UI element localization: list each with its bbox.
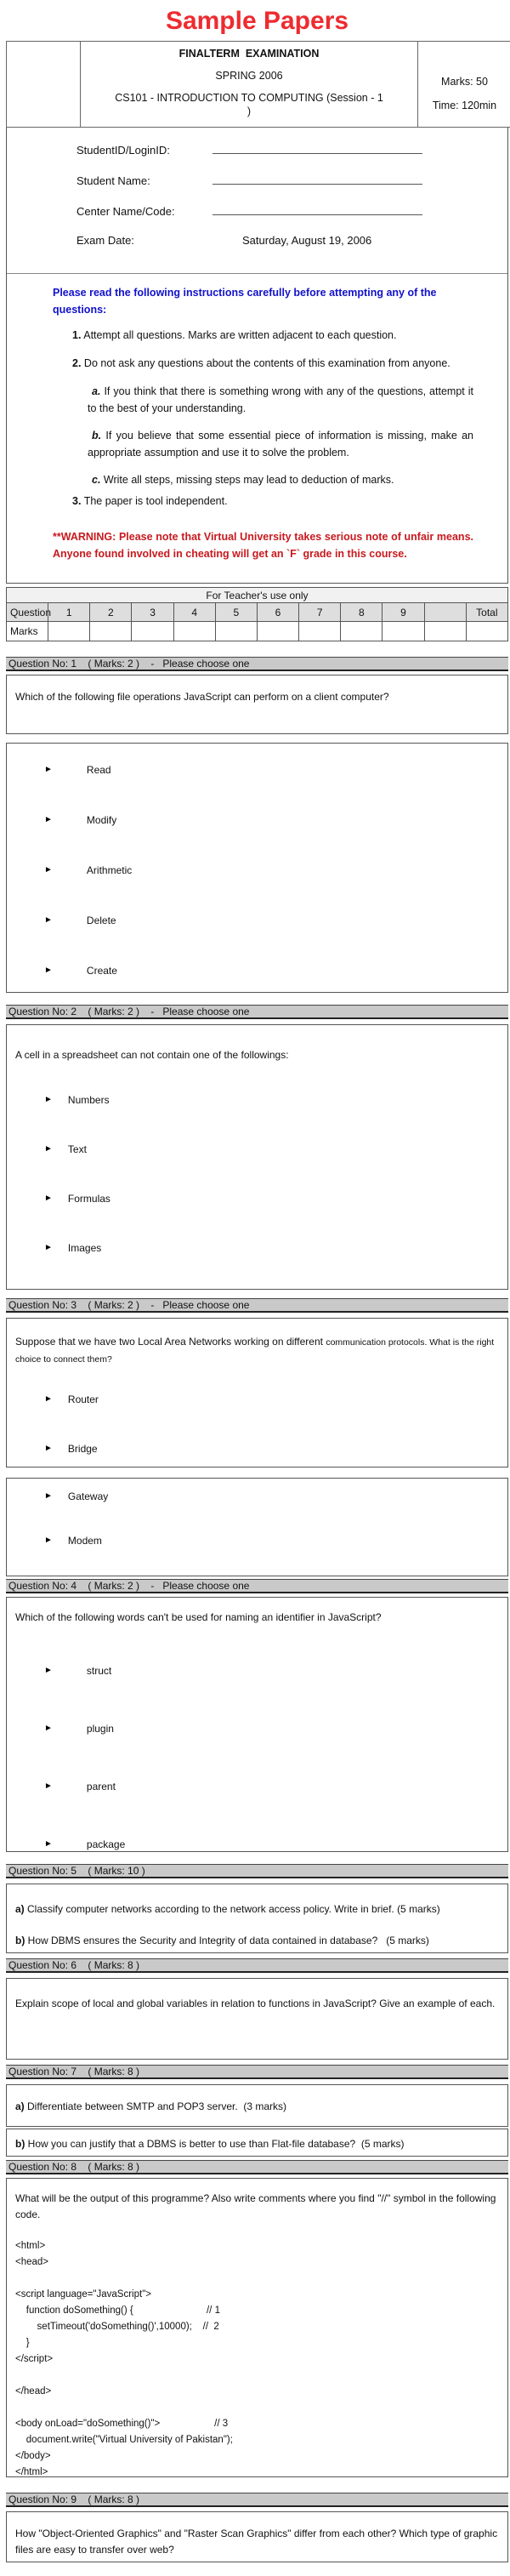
part-b-text: How DBMS ensures the Security and Integrity of data contained in database? (5 marks) <box>25 1935 429 1946</box>
instruction-3-text: The paper is tool independent. <box>84 495 228 507</box>
option-arrow-icon: ► <box>44 1143 53 1155</box>
question-4-box <box>6 1597 508 1852</box>
question-9-header: Question No: 9 ( Marks: 8 ) <box>6 2493 508 2507</box>
question-3-option-bridge[interactable] <box>7 1443 507 1455</box>
option-arrow-icon: ► <box>44 1094 53 1106</box>
marks-cell-q9[interactable] <box>382 622 424 641</box>
exam-paper <box>6 5 508 2562</box>
question-8-text: What will be the output of this programme? Also write comments where you find "//" symbol in the following code. <box>7 2191 507 2223</box>
instruction-2-number: 2. <box>72 357 81 369</box>
option-arrow-icon: ► <box>44 1193 53 1205</box>
question-1-header: Question No: 1 ( Marks: 2 ) - Please choose one <box>6 657 508 671</box>
option-label: Router <box>68 1393 99 1405</box>
option-label: Numbers <box>68 1094 110 1106</box>
header-marks-cell <box>418 42 510 128</box>
student-name-input-line[interactable] <box>212 173 422 185</box>
col-q2: 2 <box>90 603 132 622</box>
col-q6: 6 <box>257 603 298 622</box>
question-1-options-box <box>6 743 508 993</box>
code-line: <body onLoad="doSomething()"> // 3 <box>15 2416 499 2432</box>
question-2-option-text[interactable] <box>7 1143 507 1155</box>
code-line: } <box>15 2335 499 2351</box>
instructions-section <box>7 274 507 562</box>
option-arrow-icon: ► <box>44 1393 53 1405</box>
col-q5: 5 <box>215 603 257 622</box>
option-label: Read <box>87 764 111 776</box>
question-4-section <box>6 1579 508 1852</box>
instruction-2c-letter: c. <box>92 474 100 486</box>
code-line: function doSomething() { // 1 <box>15 2303 499 2319</box>
part-a-label: a) <box>15 2100 25 2112</box>
exam-course-wrap: ) <box>81 105 417 118</box>
instruction-2c-text: Write all steps, missing steps may lead to deduction of marks. <box>104 474 394 486</box>
code-line: document.write("Virtual University of Pakistan"); <box>15 2432 499 2448</box>
question-7-box-a <box>6 2084 508 2127</box>
col-q4: 4 <box>173 603 215 622</box>
option-label: Modify <box>87 814 116 826</box>
part-b-label: b) <box>15 2138 25 2150</box>
exam-date-label: Exam Date: <box>76 234 212 247</box>
option-label: struct <box>87 1665 111 1677</box>
code-line: </script> <box>15 2351 499 2368</box>
col-q7: 7 <box>299 603 341 622</box>
question-9-box <box>6 2511 508 2562</box>
option-arrow-icon: ► <box>44 1665 53 1677</box>
instruction-2b-text: If you believe that some essential piece of information is missing, make an appropriate assumption and use it to solve the problem. <box>88 430 473 459</box>
question-5-box <box>6 1884 508 1953</box>
option-arrow-icon: ► <box>44 915 53 926</box>
option-label: Modem <box>68 1535 102 1547</box>
code-line: </body> <box>15 2448 499 2465</box>
option-arrow-icon: ► <box>44 764 53 776</box>
option-label: Create <box>87 965 117 977</box>
code-line: <head> <box>15 2254 499 2271</box>
code-line: <script language="JavaScript"> <box>15 2287 499 2303</box>
question-9-text: How "Object-Oriented Graphics" and "Raster Scan Graphics" differ from each other? Which type of graphic files are easy to transfer over web? <box>7 2526 507 2558</box>
marks-cell-q7[interactable] <box>299 622 341 641</box>
exam-info-box <box>6 128 508 584</box>
question-2-option-numbers[interactable] <box>7 1094 507 1106</box>
instruction-2b-letter: b. <box>92 430 101 442</box>
instruction-1-number: 1. <box>72 329 81 341</box>
question-1-text-box <box>6 675 508 734</box>
option-label: Formulas <box>68 1193 110 1205</box>
exam-time: Time: 120min <box>418 99 510 113</box>
exam-date-value: Saturday, August 19, 2006 <box>242 234 371 247</box>
exam-title: FINALTERM EXAMINATION <box>81 47 417 61</box>
code-line <box>15 2400 499 2416</box>
code-line: setTimeout('doSomething()',10000); // 2 <box>15 2319 499 2335</box>
instruction-2-text: Do not ask any questions about the contents of this examination from anyone. <box>84 357 450 369</box>
studentid-input-line[interactable] <box>212 142 422 154</box>
col-q3: 3 <box>132 603 173 622</box>
question-6-header: Question No: 6 ( Marks: 8 ) <box>6 1958 508 1973</box>
question-4-option-struct[interactable] <box>7 1665 507 1677</box>
option-label: parent <box>87 1781 116 1792</box>
question-1-option-read[interactable] <box>7 764 507 776</box>
question-4-text: Which of the following words can't be used for naming an identifier in JavaScript? <box>7 1610 507 1626</box>
question-4-header: Question No: 4 ( Marks: 2 ) - Please choose one <box>6 1579 508 1593</box>
exam-marks: Marks: 50 <box>418 75 510 89</box>
question-8-header: Question No: 8 ( Marks: 8 ) <box>6 2160 508 2174</box>
col-total: Total <box>466 603 507 622</box>
question-5-header: Question No: 5 ( Marks: 10 ) <box>6 1864 508 1878</box>
header-empty-cell <box>7 42 81 128</box>
question-1-option-modify[interactable] <box>7 814 507 826</box>
option-arrow-icon: ► <box>44 1838 53 1850</box>
instruction-2 <box>49 355 473 372</box>
exam-term: SPRING 2006 <box>81 69 417 83</box>
marks-cell-q2[interactable] <box>90 622 132 641</box>
question-3-text-main: Suppose that we have two Local Area Networks working on different <box>15 1336 326 1348</box>
question-6-text: Explain scope of local and global variables in relation to functions in JavaScript? Give an example of each. <box>7 1996 507 2012</box>
marks-cell-q4[interactable] <box>173 622 215 641</box>
question-4-option-parent[interactable] <box>7 1781 507 1792</box>
question-1-option-arithmetic[interactable] <box>7 864 507 876</box>
option-arrow-icon: ► <box>44 1443 53 1455</box>
marks-cell-q8[interactable] <box>341 622 382 641</box>
option-label: plugin <box>87 1723 114 1735</box>
option-arrow-icon: ► <box>44 1723 53 1735</box>
option-arrow-icon: ► <box>44 965 53 977</box>
marks-cell-q1[interactable] <box>48 622 90 641</box>
option-label: Images <box>68 1242 101 1254</box>
question-8-section <box>6 2160 508 2477</box>
instruction-2a-text: If you think that there is something wrong with any of the questions, attempt it to the best of your understanding. <box>88 385 473 414</box>
question-5-part-a <box>7 1901 507 1918</box>
exam-header-table <box>6 41 510 128</box>
instruction-2a <box>88 383 473 417</box>
exam-course: CS101 - INTRODUCTION TO COMPUTING (Session - 1 <box>81 91 417 105</box>
option-label: Bridge <box>68 1443 98 1455</box>
part-b-label: b) <box>15 1935 25 1946</box>
option-label: Text <box>68 1143 87 1155</box>
question-2-option-images[interactable] <box>7 1242 507 1254</box>
question-7-section <box>6 2065 508 2157</box>
question-3-option-router[interactable] <box>7 1393 507 1405</box>
code-line <box>15 2271 499 2287</box>
instruction-2c <box>88 471 473 488</box>
question-1-section <box>6 657 508 993</box>
question-1-text: Which of the following file operations JavaScript can perform on a client computer? <box>7 689 507 705</box>
question-3-header: Question No: 3 ( Marks: 2 ) - Please choose one <box>6 1298 508 1313</box>
question-2-text: A cell in a spreadsheet can not contain one of the followings: <box>7 1047 507 1063</box>
option-arrow-icon: ► <box>44 814 53 826</box>
center-name-input-line[interactable] <box>212 203 422 215</box>
question-5-section <box>6 1864 508 1953</box>
part-a-text: Differentiate between SMTP and POP3 server. (3 marks) <box>25 2100 286 2112</box>
question-row-header: Question <box>7 603 48 622</box>
instruction-3 <box>49 493 473 510</box>
question-3-option-modem[interactable] <box>7 1535 507 1547</box>
teacher-marks-table <box>6 587 508 641</box>
form-row-name <box>7 173 507 203</box>
marks-cell-total[interactable] <box>466 622 507 641</box>
question-3-box-1 <box>6 1318 508 1468</box>
marks-cell-q5[interactable] <box>215 622 257 641</box>
instruction-1-text: Attempt all questions. Marks are written adjacent to each question. <box>83 329 396 341</box>
part-a-label: a) <box>15 1903 25 1915</box>
question-7-part-a <box>7 2099 507 2115</box>
student-name-label: Student Name: <box>76 174 212 187</box>
option-arrow-icon: ► <box>44 864 53 876</box>
option-arrow-icon: ► <box>44 1535 53 1547</box>
question-3-box-2 <box>6 1478 508 1576</box>
code-line: </head> <box>15 2384 499 2400</box>
col-q1: 1 <box>48 603 90 622</box>
marks-row-header: Marks <box>7 622 48 641</box>
instruction-2a-letter: a. <box>92 385 100 397</box>
question-3-text <box>7 1334 507 1368</box>
question-7-box-b <box>6 2129 508 2157</box>
marks-cell-q6[interactable] <box>257 622 298 641</box>
code-line: <html> <box>15 2238 499 2254</box>
question-1-option-delete[interactable] <box>7 915 507 926</box>
question-3-text-small: communication protocols. What is the right choice to connect them? <box>15 1337 494 1365</box>
question-8-code <box>7 2238 507 2481</box>
col-q9: 9 <box>382 603 424 622</box>
code-line <box>15 2368 499 2384</box>
question-1-option-create[interactable] <box>7 965 507 977</box>
code-line: </html> <box>15 2465 499 2481</box>
question-2-box <box>6 1024 508 1290</box>
form-row-center <box>7 203 507 234</box>
option-arrow-icon: ► <box>44 1242 53 1254</box>
option-label: Delete <box>87 915 116 926</box>
cheating-warning: **WARNING: Please note that Virtual University takes serious note of unfair means. Anyone found involved in cheating will get an `F` grade in this course. <box>53 528 473 562</box>
question-7-header: Question No: 7 ( Marks: 8 ) <box>6 2065 508 2079</box>
center-name-label: Center Name/Code: <box>76 205 212 218</box>
option-label: package <box>87 1838 125 1850</box>
col-q8: 8 <box>341 603 382 622</box>
instructions-heading: Please read the following instructions carefully before attempting any of the questions: <box>53 284 469 318</box>
question-7-part-b <box>7 2136 507 2152</box>
student-form <box>7 128 507 274</box>
question-9-section <box>6 2493 508 2562</box>
question-3-section <box>6 1298 508 1576</box>
instruction-3-number: 3. <box>72 495 81 507</box>
instruction-1 <box>49 327 473 344</box>
option-label: Arithmetic <box>87 864 132 876</box>
question-6-box <box>6 1978 508 2060</box>
marks-cell-blank[interactable] <box>424 622 466 641</box>
question-2-section <box>6 1005 508 1290</box>
option-arrow-icon: ► <box>44 1781 53 1792</box>
marks-cell-q3[interactable] <box>132 622 173 641</box>
part-a-text: Classify computer networks according to the network access policy. Write in brief. (5 marks) <box>25 1903 440 1915</box>
form-row-date <box>7 234 507 265</box>
question-4-option-plugin[interactable] <box>7 1723 507 1735</box>
form-row-studentid <box>7 142 507 173</box>
teacher-table-title: For Teacher's use only <box>7 588 508 603</box>
col-blank <box>424 603 466 622</box>
question-4-option-package[interactable] <box>7 1838 507 1850</box>
question-2-header: Question No: 2 ( Marks: 2 ) - Please choose one <box>6 1005 508 1019</box>
studentid-label: StudentID/LoginID: <box>76 144 212 157</box>
question-6-section <box>6 1958 508 2060</box>
page-title: Sample Papers <box>6 5 508 37</box>
question-8-box <box>6 2178 508 2477</box>
question-3-option-gateway[interactable] <box>7 1490 507 1502</box>
option-label: Gateway <box>68 1490 108 1502</box>
question-2-option-formulas[interactable] <box>7 1193 507 1205</box>
question-5-part-b <box>7 1933 507 1949</box>
instruction-2b <box>88 427 473 461</box>
option-arrow-icon: ► <box>44 1490 53 1502</box>
header-exam-info <box>81 42 418 128</box>
part-b-text: How you can justify that a DBMS is better to use than Flat-file database? (5 marks) <box>25 2138 404 2150</box>
